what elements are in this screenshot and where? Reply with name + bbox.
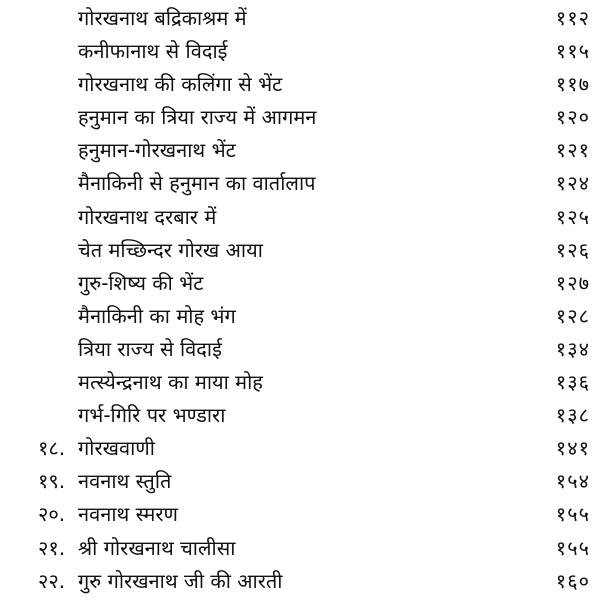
toc-entry (0, 565, 600, 598)
entry-title: गोरखवाणी (78, 436, 155, 461)
entry-title: मत्स्येन्द्रनाथ का माया मोह (78, 370, 263, 395)
toc-entry (0, 333, 600, 366)
entry-title: हनुमान-गोरखनाथ भेंट (78, 138, 236, 163)
entry-title: नवनाथ स्तुति (78, 469, 172, 494)
entry-page-number: १५५ (555, 502, 590, 527)
entry-title: गुरु-शिष्य की भेंट (78, 270, 204, 295)
entry-page-number: ११५ (555, 39, 590, 64)
entry-number: २०. (38, 502, 66, 527)
entry-title: हनुमान का त्रिया राज्य में आगमन (78, 105, 317, 130)
entry-page-number: ११७ (555, 72, 590, 97)
entry-title: त्रिया राज्य से विदाई (78, 336, 222, 361)
toc-entry (0, 300, 600, 333)
entry-number: १९. (38, 469, 66, 494)
entry-page-number: १३४ (555, 336, 590, 361)
entry-title: गुरु गोरखनाथ जी की आरती (78, 568, 283, 593)
entry-page-number: १२५ (555, 204, 590, 229)
entry-title: मैनाकिनी का मोह भंग (78, 303, 236, 328)
table-of-contents (0, 2, 600, 598)
toc-entry (0, 201, 600, 234)
entry-page-number: १२० (555, 105, 590, 130)
entry-page-number: ११२ (555, 6, 590, 30)
toc-entry (0, 167, 600, 200)
entry-title: गोरखनाथ की कलिंगा से भेंट (78, 72, 283, 97)
toc-entry (0, 366, 600, 399)
entry-title: गर्भ-गिरि पर भण्डारा (78, 403, 226, 428)
toc-entry (0, 101, 600, 134)
toc-entry (0, 432, 600, 465)
entry-title: नवनाथ स्मरण (78, 502, 179, 527)
entry-page-number: १६० (555, 568, 590, 593)
toc-entry (0, 2, 600, 35)
entry-number: २२. (38, 568, 66, 593)
entry-page-number: १५५ (555, 535, 590, 560)
toc-entry (0, 532, 600, 565)
entry-title: गोरखनाथ बद्रिकाश्रम में (78, 6, 247, 30)
toc-entry (0, 68, 600, 101)
entry-page-number: १२८ (555, 303, 590, 328)
entry-title: मैनाकिनी से हनुमान का वार्तालाप (78, 171, 316, 196)
toc-entry (0, 234, 600, 267)
toc-entry (0, 465, 600, 498)
toc-entry (0, 134, 600, 167)
toc-entry (0, 35, 600, 68)
toc-entry (0, 498, 600, 531)
entry-page-number: १३६ (555, 370, 590, 395)
entry-page-number: १३८ (555, 403, 590, 428)
toc-entry (0, 399, 600, 432)
entry-page-number: १५४ (555, 469, 590, 494)
entry-page-number: १४१ (555, 436, 590, 461)
entry-number: २१. (38, 535, 66, 560)
entry-title: चेत मच्छिन्दर गोरख आया (78, 237, 263, 262)
toc-entry (0, 267, 600, 300)
entry-title: श्री गोरखनाथ चालीसा (78, 535, 236, 560)
entry-number: १८. (38, 436, 66, 461)
entry-page-number: १२४ (555, 171, 590, 196)
entry-page-number: १२७ (555, 270, 590, 295)
entry-page-number: १२६ (555, 237, 590, 262)
entry-page-number: १२१ (555, 138, 590, 163)
entry-title: गोरखनाथ दरबार में (78, 204, 217, 229)
entry-title: कनीफानाथ से विदाई (78, 39, 228, 64)
